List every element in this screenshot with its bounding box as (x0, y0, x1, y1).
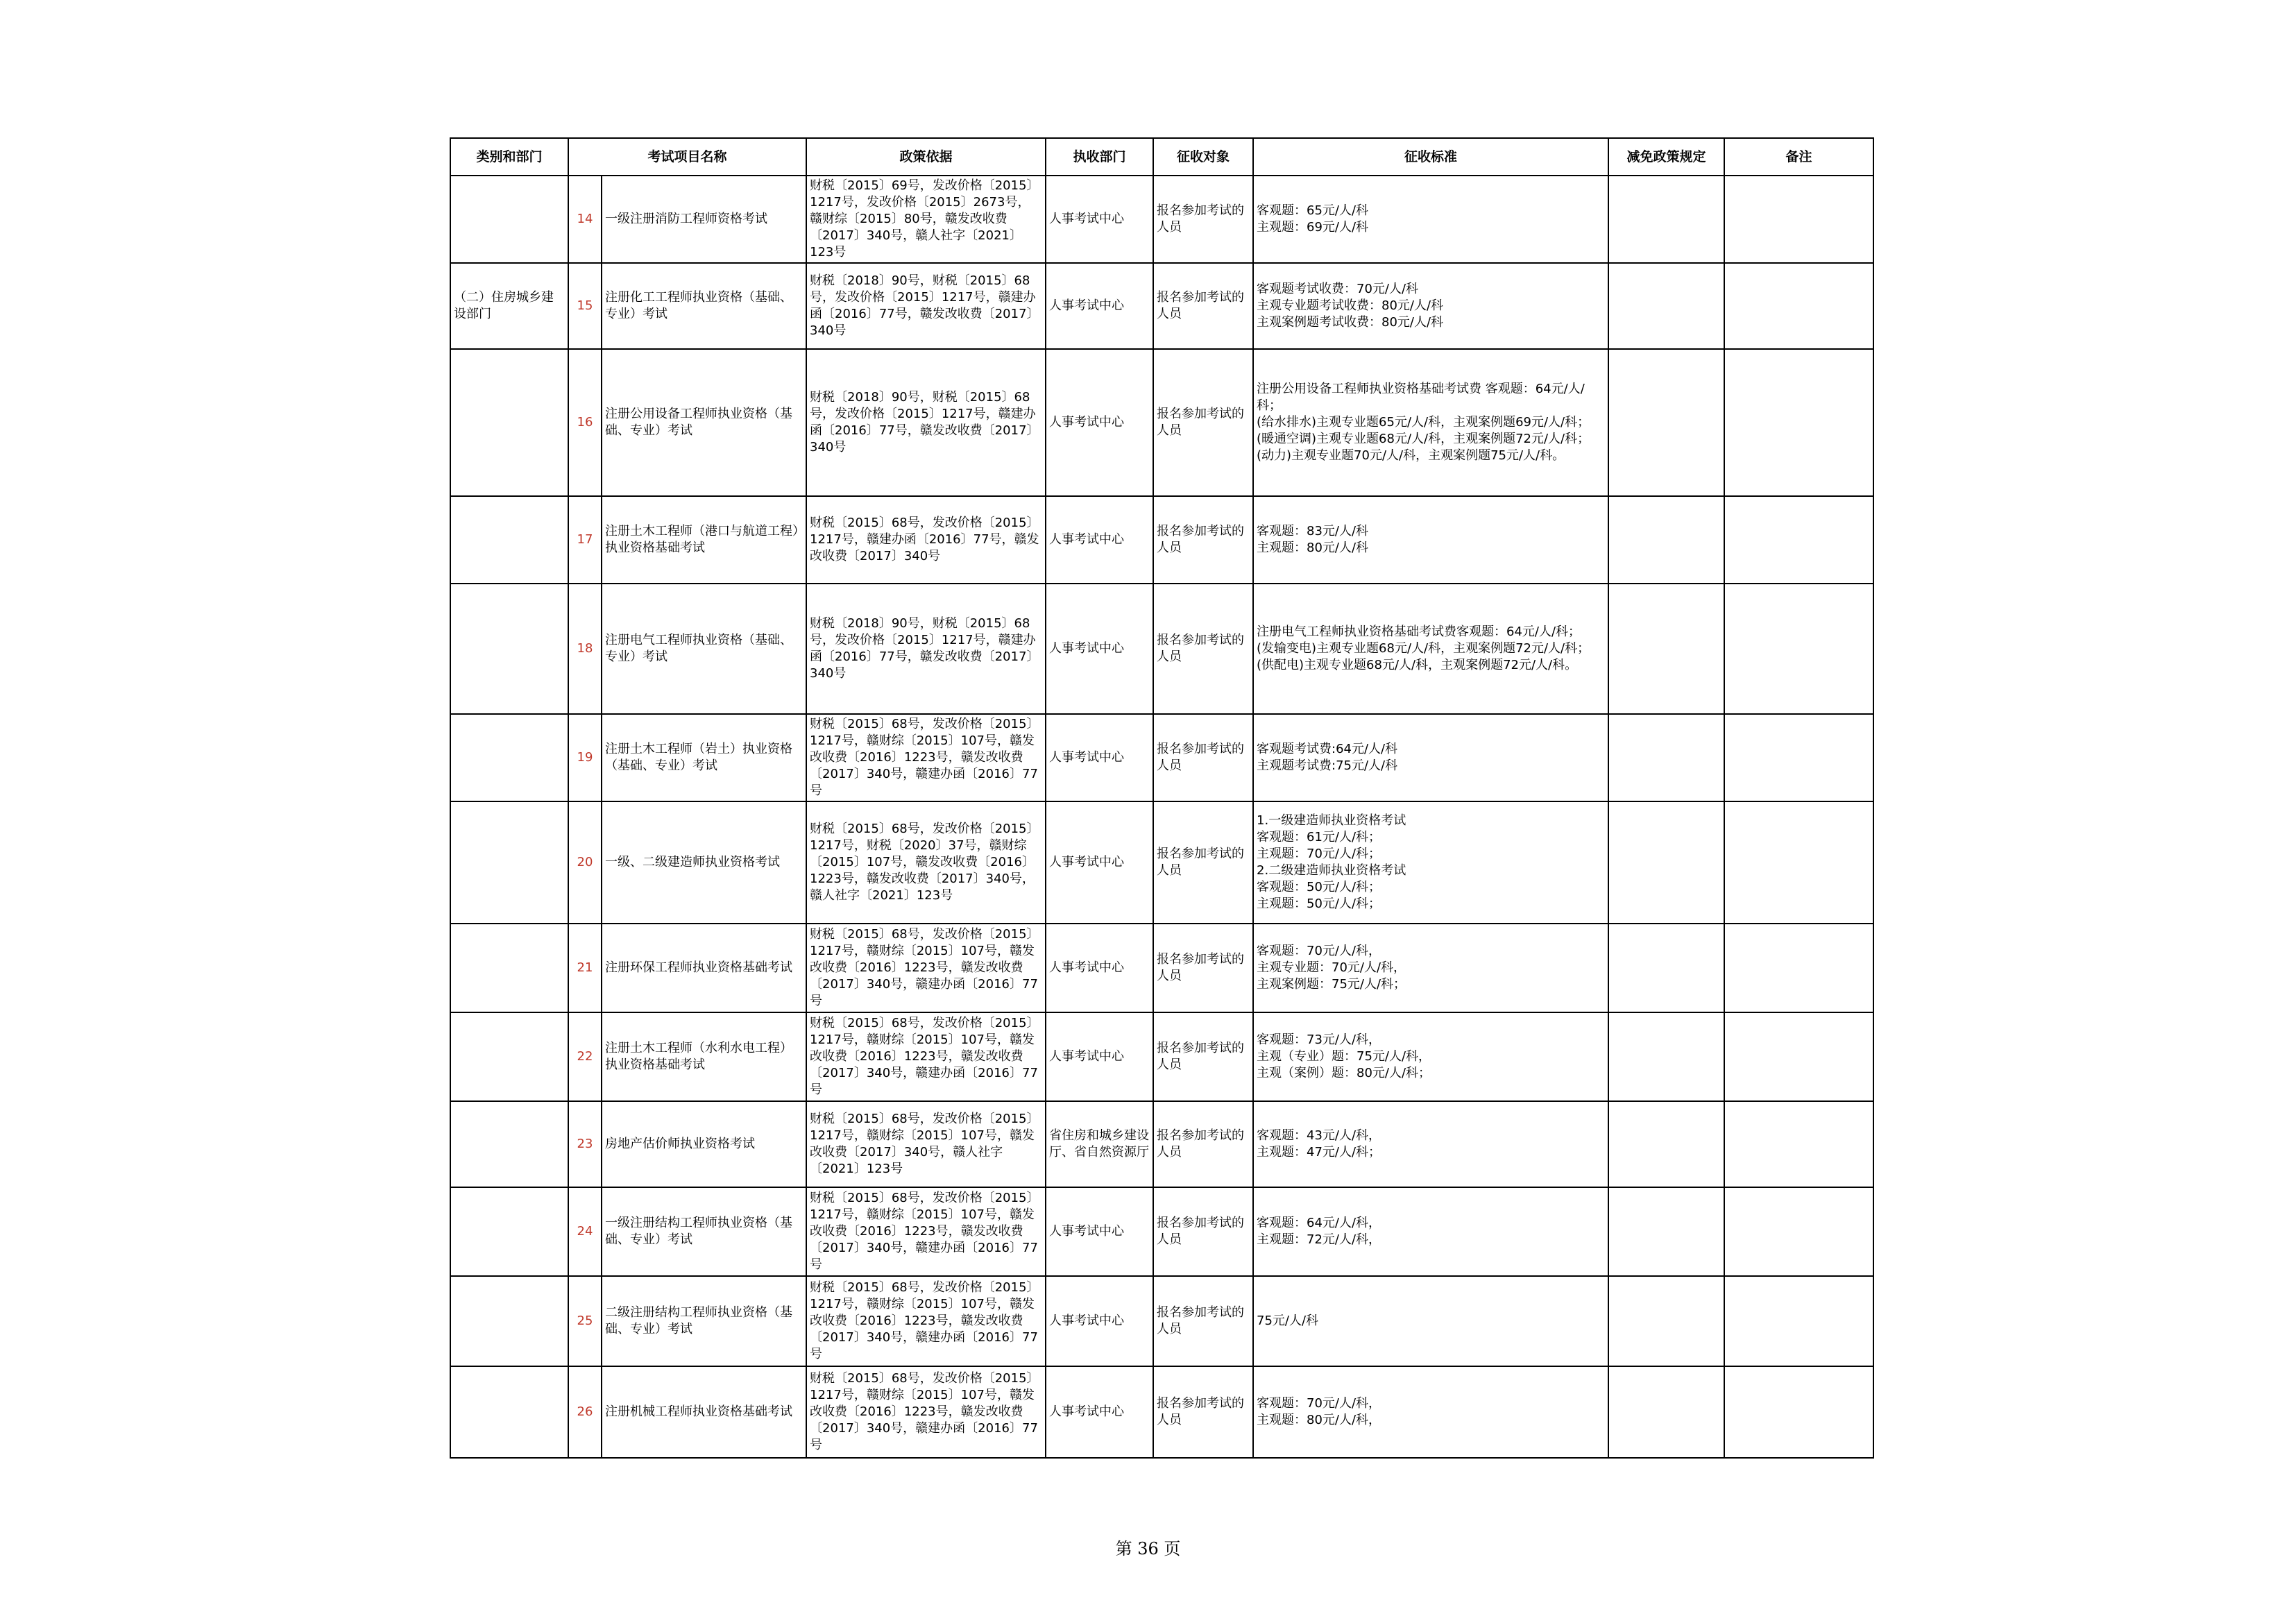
agency: 人事考试中心 (1046, 584, 1153, 714)
table-row (450, 349, 1873, 496)
policy-basis: 财税〔2015〕68号，发改价格〔2015〕1217号，赣财综〔2015〕107号，赣发改收费〔2016〕1223号，赣发改收费〔2017〕340号，赣建办函〔2016〕77号 (806, 924, 1046, 1012)
exam-name: 一级注册结构工程师执业资格（基础、专业）考试 (602, 1187, 806, 1276)
standard: 客观题：70元/人/科， 主观题：80元/人/科， (1253, 1366, 1608, 1458)
exam-name: 房地产估价师执业资格考试 (602, 1101, 806, 1187)
table-row (450, 1276, 1873, 1366)
dept-cell (450, 584, 568, 714)
page-number: 第 36 页 (1115, 1539, 1181, 1558)
row-number: 14 (568, 176, 602, 263)
table-row (450, 924, 1873, 1012)
dept-cell (450, 1101, 568, 1187)
policy-basis: 财税〔2015〕68号，发改价格〔2015〕1217号，赣财综〔2015〕107号，赣发改收费〔2016〕1223号，赣发改收费〔2017〕340号，赣建办函〔2016〕77号 (806, 1187, 1046, 1276)
header-standard: 征收标准 (1253, 138, 1608, 176)
relief (1608, 714, 1724, 801)
policy-basis: 财税〔2018〕90号，财税〔2015〕68号，发改价格〔2015〕1217号，赣建办函〔2016〕77号，赣发改收费〔2017〕340号 (806, 584, 1046, 714)
dept-cell (450, 924, 568, 1012)
policy-basis: 财税〔2015〕69号，发改价格〔2015〕1217号，发改价格〔2015〕2673号，赣财综〔2015〕80号，赣发改收费〔2017〕340号，赣人社字〔2021〕123号 (806, 176, 1046, 263)
policy-basis: 财税〔2018〕90号，财税〔2015〕68号，发改价格〔2015〕1217号，赣建办函〔2016〕77号，赣发改收费〔2017〕340号 (806, 263, 1046, 349)
dept-cell (450, 1012, 568, 1101)
target: 报名参加考试的人员 (1153, 1366, 1253, 1458)
target: 报名参加考试的人员 (1153, 714, 1253, 801)
table-body (450, 176, 1873, 1458)
agency: 人事考试中心 (1046, 349, 1153, 496)
agency: 人事考试中心 (1046, 1012, 1153, 1101)
header-target: 征收对象 (1153, 138, 1253, 176)
relief (1608, 1366, 1724, 1458)
remark (1724, 263, 1873, 349)
table-row (450, 1187, 1873, 1276)
row-number: 17 (568, 496, 602, 584)
relief (1608, 584, 1724, 714)
remark (1724, 801, 1873, 924)
standard: 客观题：83元/人/科 主观题：80元/人/科 (1253, 496, 1608, 584)
policy-basis: 财税〔2015〕68号，发改价格〔2015〕1217号，赣财综〔2015〕107号，赣发改收费〔2016〕1223号，赣发改收费〔2017〕340号，赣建办函〔2016〕77号 (806, 1276, 1046, 1366)
fee-table (450, 137, 1874, 1459)
standard: 客观题：64元/人/科， 主观题：72元/人/科， (1253, 1187, 1608, 1276)
exam-name: 注册土木工程师（岩土）执业资格（基础、专业）考试 (602, 714, 806, 801)
remark (1724, 1276, 1873, 1366)
policy-basis: 财税〔2015〕68号，发改价格〔2015〕1217号，赣财综〔2015〕107号，赣发改收费〔2016〕1223号，赣发改收费〔2017〕340号，赣建办函〔2016〕77号 (806, 1012, 1046, 1101)
agency: 人事考试中心 (1046, 263, 1153, 349)
row-number: 15 (568, 263, 602, 349)
dept-cell: （二）住房城乡建设部门 (450, 263, 568, 349)
target: 报名参加考试的人员 (1153, 1101, 1253, 1187)
standard: 客观题考试费:64元/人/科 主观题考试费:75元/人/科 (1253, 714, 1608, 801)
agency: 人事考试中心 (1046, 801, 1153, 924)
agency: 人事考试中心 (1046, 176, 1153, 263)
agency: 省住房和城乡建设厅、省自然资源厅 (1046, 1101, 1153, 1187)
table-row (450, 1101, 1873, 1187)
target: 报名参加考试的人员 (1153, 801, 1253, 924)
dept-cell (450, 176, 568, 263)
target: 报名参加考试的人员 (1153, 1012, 1253, 1101)
exam-name: 注册环保工程师执业资格基础考试 (602, 924, 806, 1012)
standard: 1.一级建造师执业资格考试 客观题：61元/人/科； 主观题：70元/人/科； 2.二级建造师执业资格考试 客观题：50元/人/科； 主观题：50元/人/科； (1253, 801, 1608, 924)
relief (1608, 1187, 1724, 1276)
header-policy-basis: 政策依据 (806, 138, 1046, 176)
exam-name: 一级注册消防工程师资格考试 (602, 176, 806, 263)
header-exam-name: 考试项目名称 (568, 138, 806, 176)
relief (1608, 924, 1724, 1012)
header-relief: 减免政策规定 (1608, 138, 1724, 176)
remark (1724, 1012, 1873, 1101)
policy-basis: 财税〔2015〕68号，发改价格〔2015〕1217号，赣财综〔2015〕107号，赣发改收费〔2016〕1223号，赣发改收费〔2017〕340号，赣建办函〔2016〕77号 (806, 1366, 1046, 1458)
policy-basis: 财税〔2015〕68号，发改价格〔2015〕1217号，赣建办函〔2016〕77号，赣发改收费〔2017〕340号 (806, 496, 1046, 584)
row-number: 19 (568, 714, 602, 801)
row-number: 20 (568, 801, 602, 924)
agency: 人事考试中心 (1046, 496, 1153, 584)
row-number: 25 (568, 1276, 602, 1366)
agency: 人事考试中心 (1046, 1276, 1153, 1366)
dept-cell (450, 801, 568, 924)
remark (1724, 1366, 1873, 1458)
exam-name: 一级、二级建造师执业资格考试 (602, 801, 806, 924)
table-row (450, 801, 1873, 924)
relief (1608, 1276, 1724, 1366)
header-row (450, 138, 1873, 176)
row-number: 18 (568, 584, 602, 714)
header-remark: 备注 (1724, 138, 1873, 176)
table-row (450, 714, 1873, 801)
policy-basis: 财税〔2015〕68号，发改价格〔2015〕1217号，赣财综〔2015〕107号，赣发改收费〔2016〕1223号，赣发改收费〔2017〕340号，赣建办函〔2016〕77号 (806, 714, 1046, 801)
standard: 注册电气工程师执业资格基础考试费客观题：64元/人/科； (发输变电)主观专业题68元/人/科，主观案例题72元/人/科； (供配电)主观专业题68元/人/科，主观案例题72元/人/科。 (1253, 584, 1608, 714)
exam-name: 二级注册结构工程师执业资格（基础、专业）考试 (602, 1276, 806, 1366)
remark (1724, 584, 1873, 714)
header-category: 类别和部门 (450, 138, 568, 176)
dept-cell (450, 496, 568, 584)
exam-name: 注册机械工程师执业资格基础考试 (602, 1366, 806, 1458)
row-number: 23 (568, 1101, 602, 1187)
target: 报名参加考试的人员 (1153, 176, 1253, 263)
exam-name: 注册土木工程师（水利水电工程）执业资格基础考试 (602, 1012, 806, 1101)
agency: 人事考试中心 (1046, 714, 1153, 801)
relief (1608, 801, 1724, 924)
dept-cell (450, 1366, 568, 1458)
policy-basis: 财税〔2015〕68号，发改价格〔2015〕1217号，财税〔2020〕37号，赣财综〔2015〕107号，赣发改收费〔2016〕1223号，赣发改收费〔2017〕340号，赣人社字〔2021〕123号 (806, 801, 1046, 924)
remark (1724, 1101, 1873, 1187)
exam-name: 注册土木工程师（港口与航道工程）执业资格基础考试 (602, 496, 806, 584)
table-row (450, 176, 1873, 263)
agency: 人事考试中心 (1046, 1366, 1153, 1458)
table-row (450, 263, 1873, 349)
agency: 人事考试中心 (1046, 1187, 1153, 1276)
relief (1608, 1012, 1724, 1101)
row-number: 26 (568, 1366, 602, 1458)
target: 报名参加考试的人员 (1153, 1187, 1253, 1276)
table-row (450, 584, 1873, 714)
dept-cell (450, 1276, 568, 1366)
remark (1724, 714, 1873, 801)
remark (1724, 349, 1873, 496)
table-row (450, 496, 1873, 584)
relief (1608, 1101, 1724, 1187)
dept-cell (450, 1187, 568, 1276)
standard: 客观题：70元/人/科， 主观专业题：70元/人/科， 主观案例题：75元/人/科； (1253, 924, 1608, 1012)
policy-basis: 财税〔2015〕68号，发改价格〔2015〕1217号，赣财综〔2015〕107号，赣发改收费〔2017〕340号，赣人社字〔2021〕123号 (806, 1101, 1046, 1187)
exam-name: 注册公用设备工程师执业资格（基础、专业）考试 (602, 349, 806, 496)
standard: 客观题考试收费：70元/人/科 主观专业题考试收费：80元/人/科 主观案例题考试收费：80元/人/科 (1253, 263, 1608, 349)
target: 报名参加考试的人员 (1153, 584, 1253, 714)
remark (1724, 176, 1873, 263)
relief (1608, 349, 1724, 496)
agency: 人事考试中心 (1046, 924, 1153, 1012)
target: 报名参加考试的人员 (1153, 263, 1253, 349)
row-number: 21 (568, 924, 602, 1012)
target: 报名参加考试的人员 (1153, 496, 1253, 584)
standard: 客观题：73元/人/科， 主观（专业）题：75元/人/科， 主观（案例）题：80元/人/科； (1253, 1012, 1608, 1101)
standard: 客观题：43元/人/科， 主观题：47元/人/科； (1253, 1101, 1608, 1187)
table-row (450, 1012, 1873, 1101)
table-row (450, 1366, 1873, 1458)
target: 报名参加考试的人员 (1153, 1276, 1253, 1366)
policy-basis: 财税〔2018〕90号，财税〔2015〕68号，发改价格〔2015〕1217号，赣建办函〔2016〕77号，赣发改收费〔2017〕340号 (806, 349, 1046, 496)
row-number: 22 (568, 1012, 602, 1101)
remark (1724, 496, 1873, 584)
row-number: 16 (568, 349, 602, 496)
relief (1608, 263, 1724, 349)
remark (1724, 924, 1873, 1012)
target: 报名参加考试的人员 (1153, 924, 1253, 1012)
row-number: 24 (568, 1187, 602, 1276)
dept-cell (450, 714, 568, 801)
exam-name: 注册化工工程师执业资格（基础、专业）考试 (602, 263, 806, 349)
relief (1608, 496, 1724, 584)
target: 报名参加考试的人员 (1153, 349, 1253, 496)
header-agency: 执收部门 (1046, 138, 1153, 176)
standard: 注册公用设备工程师执业资格基础考试费 客观题：64元/人/科； (给水排水)主观专业题65元/人/科，主观案例题69元/人/科； (暖通空调)主观专业题68元/人/科，主观案例题72元/人/科； (动力)主观专业题70元/人/科，主观案例题75元/人/科。 (1253, 349, 1608, 496)
standard: 客观题：65元/人/科 主观题：69元/人/科 (1253, 176, 1608, 263)
standard: 75元/人/科 (1253, 1276, 1608, 1366)
dept-cell (450, 349, 568, 496)
exam-name: 注册电气工程师执业资格（基础、专业）考试 (602, 584, 806, 714)
remark (1724, 1187, 1873, 1276)
relief (1608, 176, 1724, 263)
